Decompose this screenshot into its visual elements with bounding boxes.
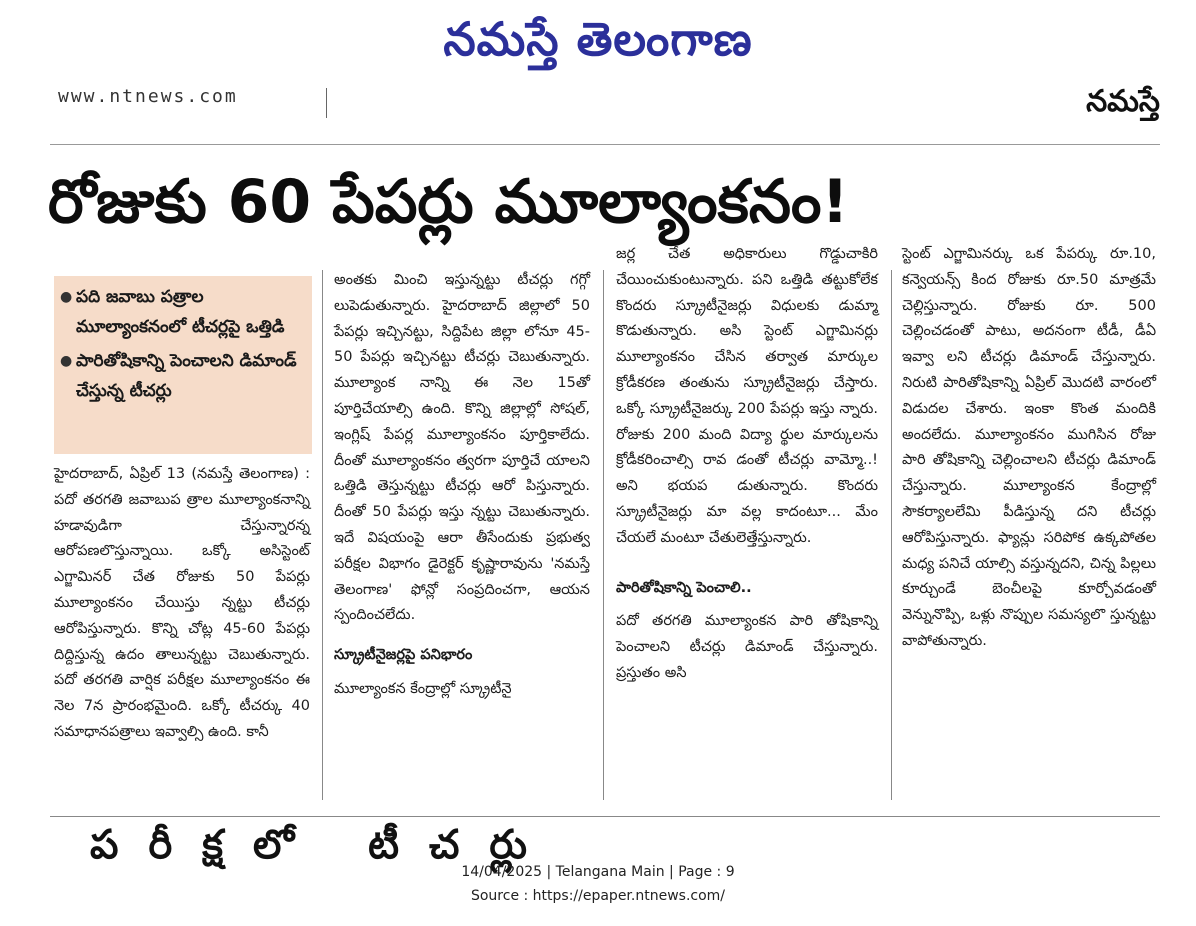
- column-divider: [891, 270, 892, 800]
- subheading: పారితోషికాన్ని పెంచాలి..: [616, 579, 752, 596]
- divider: [50, 816, 1160, 817]
- masthead-logo: నమస్తే తెలంగాణ: [443, 12, 753, 66]
- subheading: స్క్రూటీనైజర్లపై పనిభారం: [334, 647, 473, 664]
- headline: రోజుకు 60 పేపర్లు మూల్యాంకనం!: [48, 167, 849, 237]
- column-divider: [603, 270, 604, 800]
- article-column-3: [616, 242, 878, 687]
- highlight-bullet: [60, 282, 306, 342]
- paragraph: అంతకు మించి ఇస్తున్నట్టు టీచర్లు గగ్గో లుపెడుతున్నారు. హైదరాబాద్ జిల్లాలో 50 పేపర్లు ఇచ్చినట్టు, సిద్దిపేట జిల్లా లోనూ 45-50 పేపర్లు ఇచ్చినట్టు టీచర్లు చెబుతున్నారు. మూల్యాంక నాన్ని ఈ నెల 15తో పూర్తిచేయాల్సి ఉంది. కొన్ని జిల్లాల్లో సోషల్, ఇంగ్లిష్ పేపర్ల మూల్యాంకనం పూర్తికాలేదు. దీంతో మూల్యాంకనం త్వరగా పూర్తిచే యాలని ఒత్తిడి తెస్తున్నట్టు టీచర్లు ఆరో పిస్తున్నారు. దీంతో 50 పేపర్లు ఇస్తు న్నట్టు చెబుతున్నారు. ఇదే విషయంపై ఆరా తీసేందుకు ప్రభుత్వ పరీక్షల విభాగం డైరెక్టర్ కృష్ణారావును 'నమస్తే తెలంగాణ' ఫోన్లో సంప్రదించగా, ఆయన స్పందించలేదు.: [334, 272, 590, 624]
- divider: [50, 144, 1160, 145]
- bullet-icon: ●: [60, 353, 73, 369]
- paragraph: మూల్యాంకన కేంద్రాల్లో స్క్రూటీనై: [334, 680, 512, 697]
- article-column-4: [902, 242, 1156, 655]
- highlight-text: పది జవాబు పత్రాల మూల్యాంకనంలో టీచర్లపై ఒత్తిడి: [76, 287, 285, 337]
- paragraph: స్టెంట్ ఎగ్జామినర్కు ఒక పేపర్కు రూ.10, కన్వెయన్స్ కింద రోజుకు రూ.50 మాత్రమే చెల్లిస్తున్నారు. రోజుకు రూ. 500 చెల్లించడంతో పాటు, అదనంగా టీడీ, డీఏ ఇవ్వా లని టీచర్లు డిమాండ్ చేస్తున్నారు. నిరుటి పారితోషికాన్ని ఏప్రిల్ మొదటి వారంలో విడుదల చేశారు. ఇంకా కొంత మందికి అందలేదు. మూల్యాంకనం ముగిసిన రోజు పారి తోషికాన్ని చెల్లించాలని టీచర్లు డిమాండ్ చేస్తున్నారు. మూల్యాంకన కేంద్రాల్లో సౌకర్యాలలేమి పీడిస్తున్న దని టీచర్లు ఆరోపిస్తున్నారు. ఫ్యాన్లు సరిపోక ఉక్కపోతల మధ్య పనిచే యాల్సి వస్తున్నదని, చిన్న పిల్లలు కూర్చుండే బెంచీలపై కూర్చోవడంతో వెన్నునొప్పి, ఒళ్లు నొప్పుల సమస్యలొ స్తున్నట్టు వాపోతున్నారు.: [902, 246, 1156, 649]
- paragraph: పదో తరగతి మూల్యాంకన పారి తోషికాన్ని పెంచాలని టీచర్లు డిమాండ్ చేస్తున్నారు. ప్రస్తుతం అసి: [616, 613, 878, 681]
- next-article-cut: [50, 816, 1160, 868]
- paragraph: జర్ల చేత అధికారులు గొడ్డుచాకిరి చేయించుకుంటున్నారు. పని ఒత్తిడి తట్టుకోలేక కొందరు స్క్రూటీనైజర్లు విధులకు డుమ్మా కొడుతున్నారు. అసి స్టెంట్ ఎగ్జామినర్లు మూల్యాంకనం చేసిన తర్వాత మార్కుల క్రోడీకరణ తంతును స్క్రూటీనైజర్లు చేస్తారు. ఒక్కో స్క్రూటీనైజర్కు 200 పేపర్లు ఇస్తు న్నారు. రోజుకు 200 మంది విద్యా ర్థుల మార్కులను క్రోడీకరించాల్సి రావ డంతో టీచర్లు వామ్మో..! అని భయప డుతున్నారు. కొందరు స్క్రూటీనైజర్లు మా వల్ల కాదంటూ... మేం చేయలే మంటూ చేతులెత్తేస్తున్నారు.: [616, 246, 878, 546]
- highlight-box: [54, 276, 312, 454]
- article-column-1: [54, 462, 310, 746]
- article-column-2: [334, 268, 590, 703]
- cut-headline-fragment: పరీక్షలో టీచర్లు: [90, 822, 557, 868]
- footer-source-link[interactable]: Source : https://epaper.ntnews.com/: [470, 888, 726, 904]
- paragraph: హైదరాబాద్, ఏప్రిల్ 13 (నమస్తే తెలంగాణ) : పదో తరగతి జవాబుప త్రాల మూల్యాంకనాన్ని హడావుడిగా చేస్తున్నారన్న ఆరోపణలొస్తున్నాయి. ఒక్కో అసిస్టెంట్ ఎగ్జామినర్ చేత రోజుకు 50 పేపర్లు మూల్యాంకనం చేయిస్తు న్నట్టు టీచర్లు ఆరోపిస్తున్నారు. కొన్ని చోట్ల 45-60 పేపర్లు దిద్దిస్తున్న ఉదం తాలున్నట్టు చెబుతున్నారు. పదో తరగతి వార్షిక పరీక్షల మూల్యాంకనం ఈ నెల 7న ప్రారంభమైంది. ఒక్కో టీచర్కు 40 సమాధానపత్రాలు ఇవ్వాల్సి ఉంది. కానీ: [54, 466, 310, 740]
- highlight-bullet: [60, 346, 306, 406]
- bullet-icon: ●: [60, 289, 73, 305]
- divider: [326, 88, 327, 118]
- header-strip: [50, 84, 1160, 144]
- column-divider: [322, 270, 323, 800]
- site-url-text: www.ntnews.com: [58, 86, 238, 107]
- footer-date-page: 14/04/2025 | Telangana Main | Page : 9: [461, 864, 735, 880]
- adjacent-masthead-fragment: నమస్తే: [1086, 84, 1160, 119]
- highlight-text: పారితోషికాన్ని పెంచాలని డిమాండ్ చేస్తున్న టీచర్లు: [76, 351, 297, 401]
